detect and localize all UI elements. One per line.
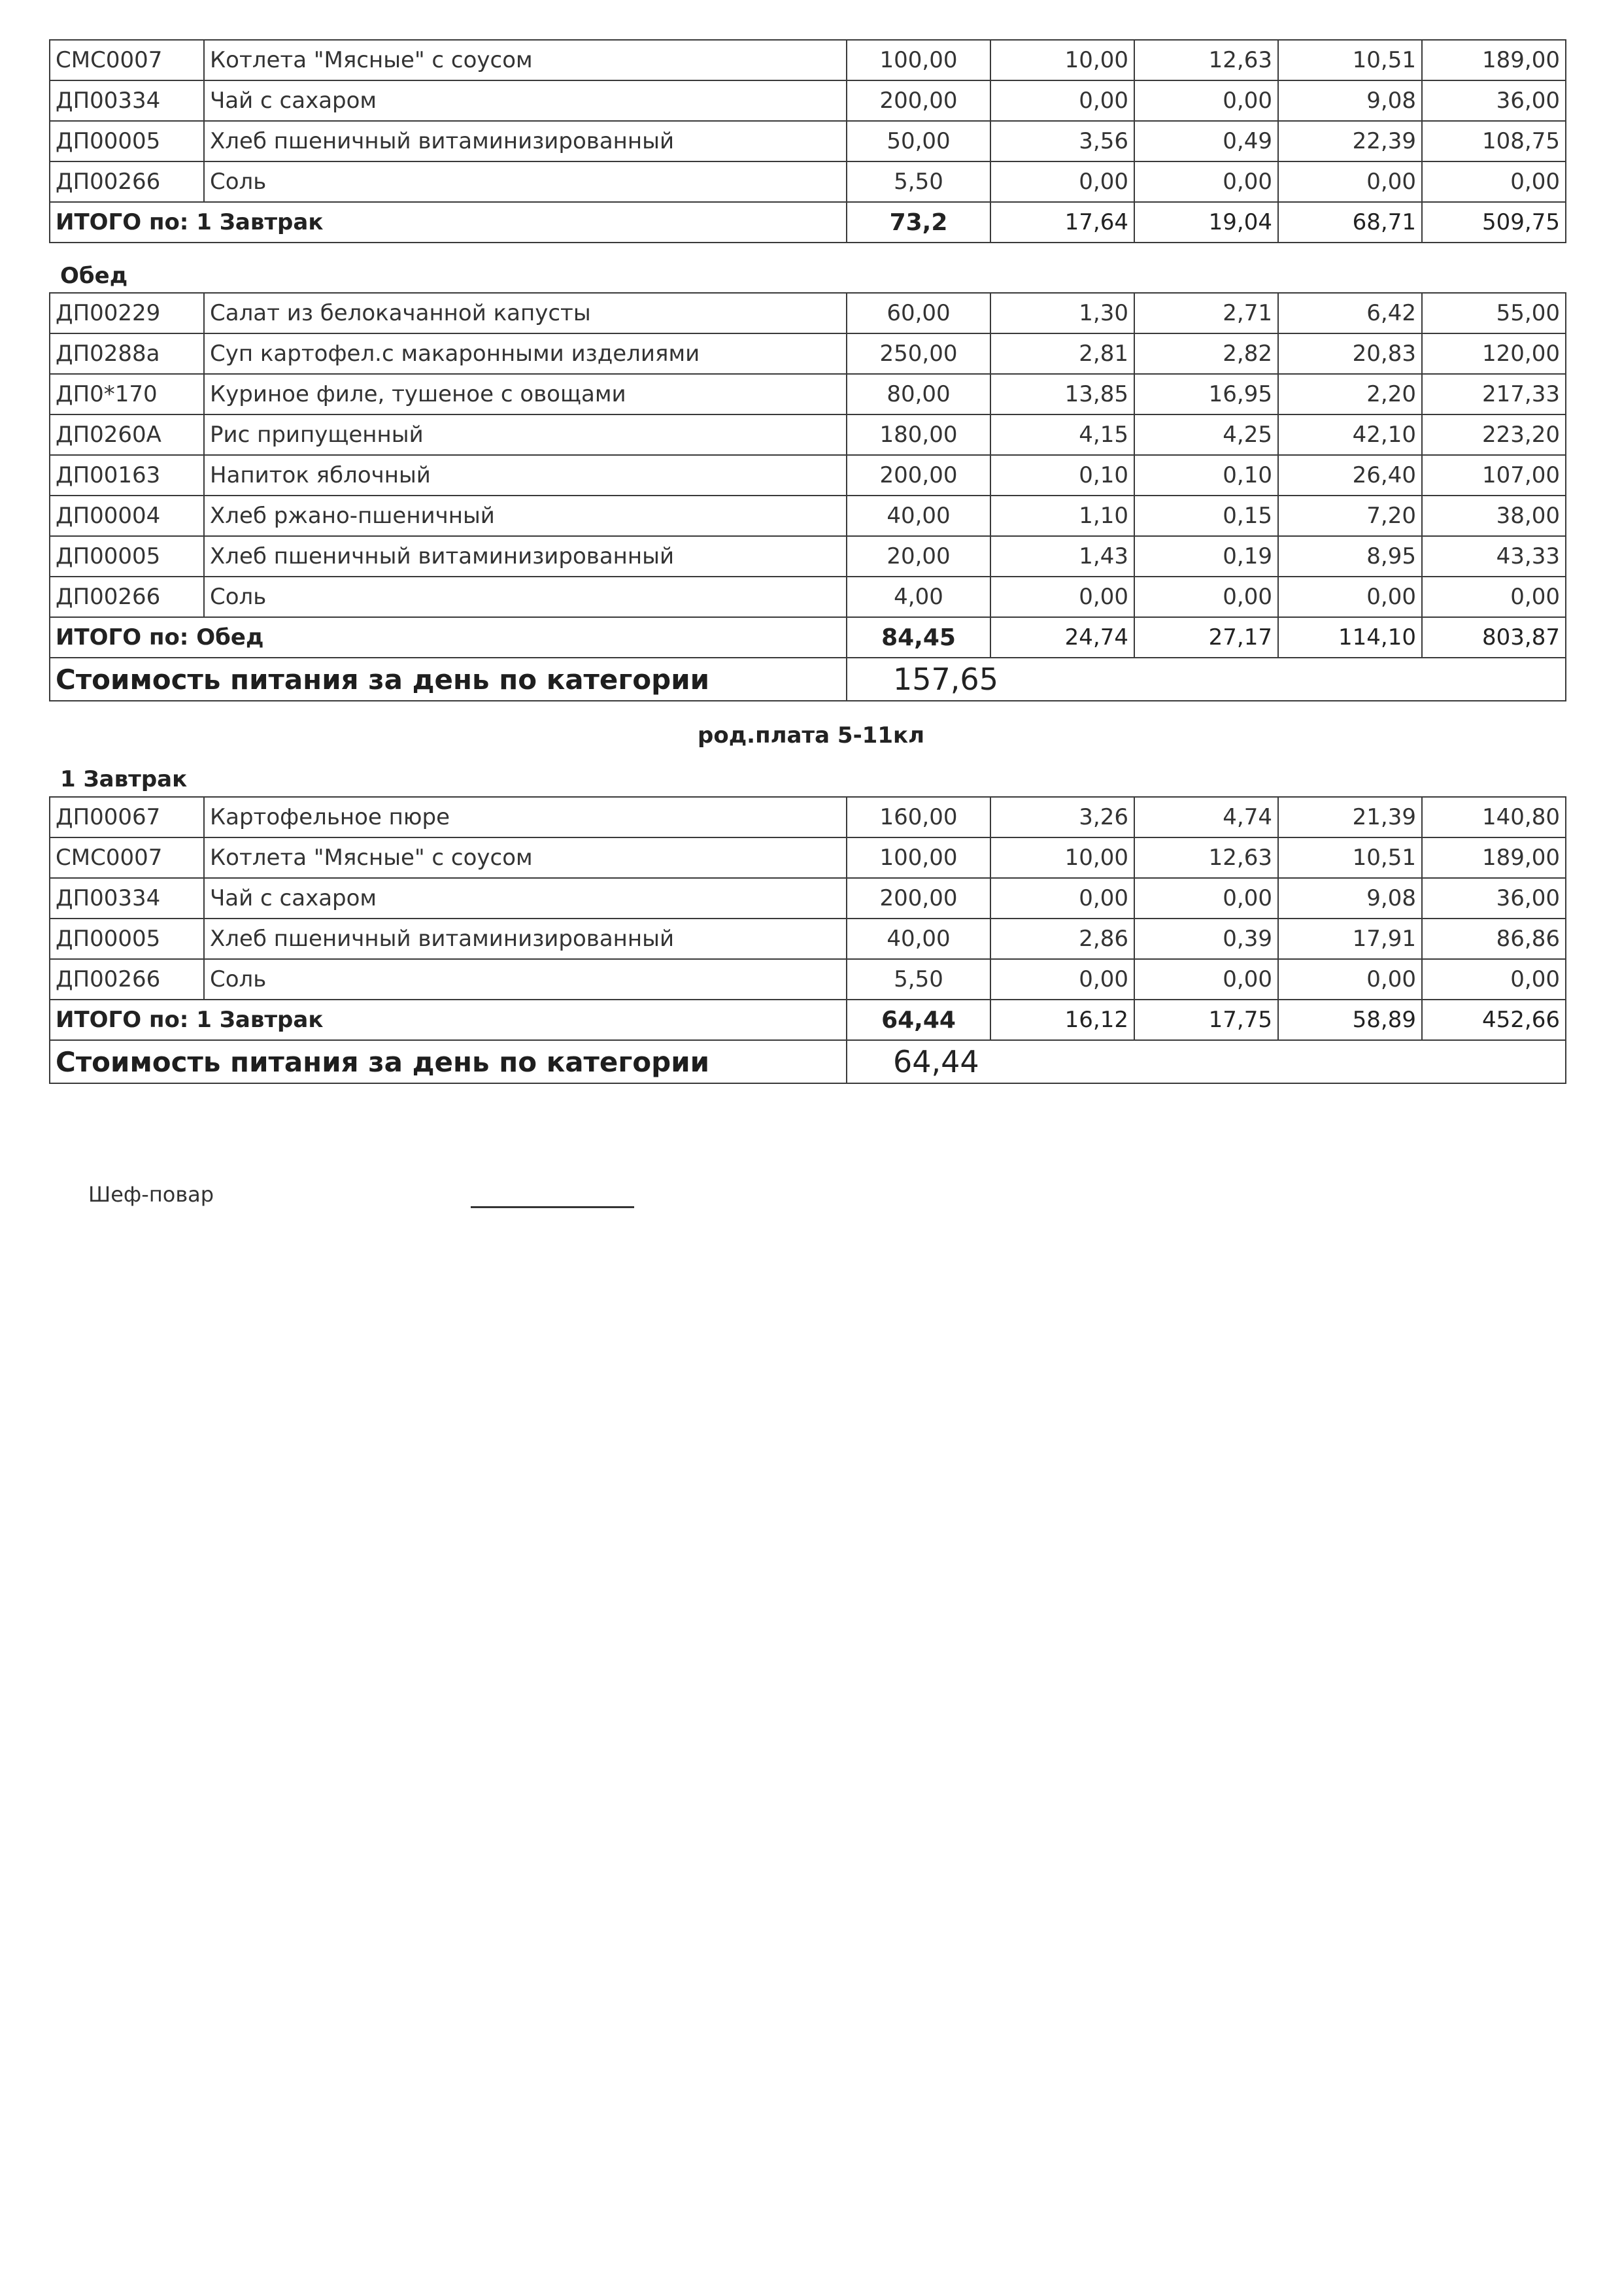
fats: 0,00 (1134, 577, 1278, 617)
portion-weight: 20,00 (847, 536, 990, 577)
calories: 36,00 (1422, 80, 1566, 121)
portion-weight: 180,00 (847, 414, 990, 455)
dish-code: СМС0007 (50, 837, 204, 878)
calories: 55,00 (1422, 293, 1566, 333)
dish-code: ДП00266 (50, 577, 204, 617)
carbohydrates: 17,91 (1278, 919, 1422, 959)
dish-name: Хлеб пшеничный витаминизированный (204, 121, 847, 161)
carbohydrates: 42,10 (1278, 414, 1422, 455)
dish-code: ДП0*170 (50, 374, 204, 414)
carbohydrates: 26,40 (1278, 455, 1422, 496)
table-row (50, 333, 1566, 374)
carbohydrates: 6,42 (1278, 293, 1422, 333)
proteins: 3,56 (990, 121, 1134, 161)
total-proteins: 16,12 (990, 1000, 1134, 1040)
total-label: ИТОГО по: 1 Завтрак (50, 202, 847, 243)
carbohydrates: 10,51 (1278, 40, 1422, 80)
carbohydrates: 8,95 (1278, 536, 1422, 577)
proteins: 13,85 (990, 374, 1134, 414)
calories: 0,00 (1422, 959, 1566, 1000)
proteins: 10,00 (990, 837, 1134, 878)
carbohydrates: 10,51 (1278, 837, 1422, 878)
dish-code: ДП0260А (50, 414, 204, 455)
proteins: 1,30 (990, 293, 1134, 333)
fats: 12,63 (1134, 40, 1278, 80)
category-title: род.плата 5-11кл (698, 722, 924, 749)
total-fats: 17,75 (1134, 1000, 1278, 1040)
breakfast-table-continued (49, 39, 1566, 243)
fats: 16,95 (1134, 374, 1278, 414)
fats: 2,82 (1134, 333, 1278, 374)
calories: 189,00 (1422, 40, 1566, 80)
total-label: ИТОГО по: Обед (50, 617, 847, 658)
lunch-table (49, 292, 1566, 701)
dish-name: Чай с сахаром (204, 80, 847, 121)
daily-cost-label: Стоимость питания за день по категории (50, 658, 847, 701)
total-row (50, 202, 1566, 243)
table-row (50, 878, 1566, 919)
carbohydrates: 2,20 (1278, 374, 1422, 414)
dish-name: Чай с сахаром (204, 878, 847, 919)
fats: 0,00 (1134, 878, 1278, 919)
proteins: 2,81 (990, 333, 1134, 374)
section-label-lunch: Обед (60, 263, 128, 289)
portion-weight: 200,00 (847, 455, 990, 496)
carbohydrates: 9,08 (1278, 80, 1422, 121)
dish-code: СМС0007 (50, 40, 204, 80)
dish-code: ДП00229 (50, 293, 204, 333)
table-row (50, 40, 1566, 80)
calories: 0,00 (1422, 161, 1566, 202)
portion-weight: 200,00 (847, 80, 990, 121)
fats: 0,39 (1134, 919, 1278, 959)
calories: 107,00 (1422, 455, 1566, 496)
dish-code: ДП00163 (50, 455, 204, 496)
dish-name: Салат из белокачанной капусты (204, 293, 847, 333)
calories: 223,20 (1422, 414, 1566, 455)
portion-weight: 250,00 (847, 333, 990, 374)
daily-cost-value: 64,44 (847, 1040, 1566, 1083)
fats: 4,25 (1134, 414, 1278, 455)
carbohydrates: 9,08 (1278, 878, 1422, 919)
fats: 0,10 (1134, 455, 1278, 496)
fats: 0,49 (1134, 121, 1278, 161)
daily-cost-row (50, 1040, 1566, 1083)
fats: 0,00 (1134, 959, 1278, 1000)
carbohydrates: 0,00 (1278, 161, 1422, 202)
portion-weight: 40,00 (847, 919, 990, 959)
dish-code: ДП00266 (50, 959, 204, 1000)
portion-weight: 60,00 (847, 293, 990, 333)
dish-code: ДП00005 (50, 121, 204, 161)
proteins: 3,26 (990, 797, 1134, 837)
proteins: 1,43 (990, 536, 1134, 577)
table-row (50, 455, 1566, 496)
dish-code: ДП00266 (50, 161, 204, 202)
portion-weight: 80,00 (847, 374, 990, 414)
proteins: 10,00 (990, 40, 1134, 80)
daily-cost-row (50, 658, 1566, 701)
carbohydrates: 0,00 (1278, 959, 1422, 1000)
fats: 0,19 (1134, 536, 1278, 577)
dish-code: ДП00005 (50, 919, 204, 959)
section-label-breakfast: 1 Завтрак (60, 766, 188, 792)
dish-name: Суп картофел.с макаронными изделиями (204, 333, 847, 374)
fats: 12,63 (1134, 837, 1278, 878)
table-row (50, 496, 1566, 536)
proteins: 2,86 (990, 919, 1134, 959)
table-row (50, 536, 1566, 577)
total-proteins: 17,64 (990, 202, 1134, 243)
portion-weight: 100,00 (847, 40, 990, 80)
table-row (50, 374, 1566, 414)
dish-name: Куриное филе, тушеное с овощами (204, 374, 847, 414)
dish-code: ДП00334 (50, 878, 204, 919)
proteins: 4,15 (990, 414, 1134, 455)
signature-line (471, 1206, 634, 1208)
table-row (50, 80, 1566, 121)
table-row (50, 797, 1566, 837)
calories: 140,80 (1422, 797, 1566, 837)
proteins: 0,00 (990, 161, 1134, 202)
table-row (50, 293, 1566, 333)
portion-weight: 5,50 (847, 959, 990, 1000)
fats: 0,15 (1134, 496, 1278, 536)
total-cost: 84,45 (847, 617, 990, 658)
dish-name: Картофельное пюре (204, 797, 847, 837)
dish-name: Соль (204, 161, 847, 202)
proteins: 1,10 (990, 496, 1134, 536)
breakfast-table-paid (49, 796, 1566, 1084)
dish-name: Котлета "Мясные" с соусом (204, 837, 847, 878)
chef-signature-label: Шеф-повар (88, 1182, 214, 1207)
carbohydrates: 7,20 (1278, 496, 1422, 536)
total-carbohydrates: 114,10 (1278, 617, 1422, 658)
dish-name: Рис припущенный (204, 414, 847, 455)
dish-name: Напиток яблочный (204, 455, 847, 496)
fats: 2,71 (1134, 293, 1278, 333)
proteins: 0,10 (990, 455, 1134, 496)
carbohydrates: 21,39 (1278, 797, 1422, 837)
dish-code: ДП00067 (50, 797, 204, 837)
dish-name: Хлеб пшеничный витаминизированный (204, 536, 847, 577)
carbohydrates: 20,83 (1278, 333, 1422, 374)
total-calories: 509,75 (1422, 202, 1566, 243)
total-fats: 27,17 (1134, 617, 1278, 658)
portion-weight: 50,00 (847, 121, 990, 161)
total-calories: 452,66 (1422, 1000, 1566, 1040)
total-label: ИТОГО по: 1 Завтрак (50, 1000, 847, 1040)
total-fats: 19,04 (1134, 202, 1278, 243)
total-carbohydrates: 68,71 (1278, 202, 1422, 243)
dish-name: Котлета "Мясные" с соусом (204, 40, 847, 80)
total-cost: 64,44 (847, 1000, 990, 1040)
total-carbohydrates: 58,89 (1278, 1000, 1422, 1040)
calories: 36,00 (1422, 878, 1566, 919)
fats: 0,00 (1134, 80, 1278, 121)
portion-weight: 40,00 (847, 496, 990, 536)
calories: 86,86 (1422, 919, 1566, 959)
table-row (50, 959, 1566, 1000)
portion-weight: 4,00 (847, 577, 990, 617)
fats: 4,74 (1134, 797, 1278, 837)
proteins: 0,00 (990, 80, 1134, 121)
total-cost: 73,2 (847, 202, 990, 243)
total-calories: 803,87 (1422, 617, 1566, 658)
portion-weight: 160,00 (847, 797, 990, 837)
calories: 189,00 (1422, 837, 1566, 878)
table-row (50, 414, 1566, 455)
portion-weight: 200,00 (847, 878, 990, 919)
portion-weight: 5,50 (847, 161, 990, 202)
total-proteins: 24,74 (990, 617, 1134, 658)
calories: 108,75 (1422, 121, 1566, 161)
calories: 43,33 (1422, 536, 1566, 577)
dish-code: ДП00005 (50, 536, 204, 577)
dish-name: Хлеб ржано-пшеничный (204, 496, 847, 536)
calories: 120,00 (1422, 333, 1566, 374)
dish-name: Хлеб пшеничный витаминизированный (204, 919, 847, 959)
total-row (50, 1000, 1566, 1040)
dish-code: ДП00004 (50, 496, 204, 536)
carbohydrates: 22,39 (1278, 121, 1422, 161)
proteins: 0,00 (990, 577, 1134, 617)
table-row (50, 577, 1566, 617)
proteins: 0,00 (990, 878, 1134, 919)
total-row (50, 617, 1566, 658)
table-row (50, 919, 1566, 959)
dish-code: ДП00334 (50, 80, 204, 121)
calories: 0,00 (1422, 577, 1566, 617)
proteins: 0,00 (990, 959, 1134, 1000)
carbohydrates: 0,00 (1278, 577, 1422, 617)
portion-weight: 100,00 (847, 837, 990, 878)
dish-name: Соль (204, 959, 847, 1000)
table-row (50, 837, 1566, 878)
daily-cost-label: Стоимость питания за день по категории (50, 1040, 847, 1083)
daily-cost-value: 157,65 (847, 658, 1566, 701)
fats: 0,00 (1134, 161, 1278, 202)
calories: 217,33 (1422, 374, 1566, 414)
table-row (50, 161, 1566, 202)
table-row (50, 121, 1566, 161)
calories: 38,00 (1422, 496, 1566, 536)
dish-code: ДП0288а (50, 333, 204, 374)
dish-name: Соль (204, 577, 847, 617)
